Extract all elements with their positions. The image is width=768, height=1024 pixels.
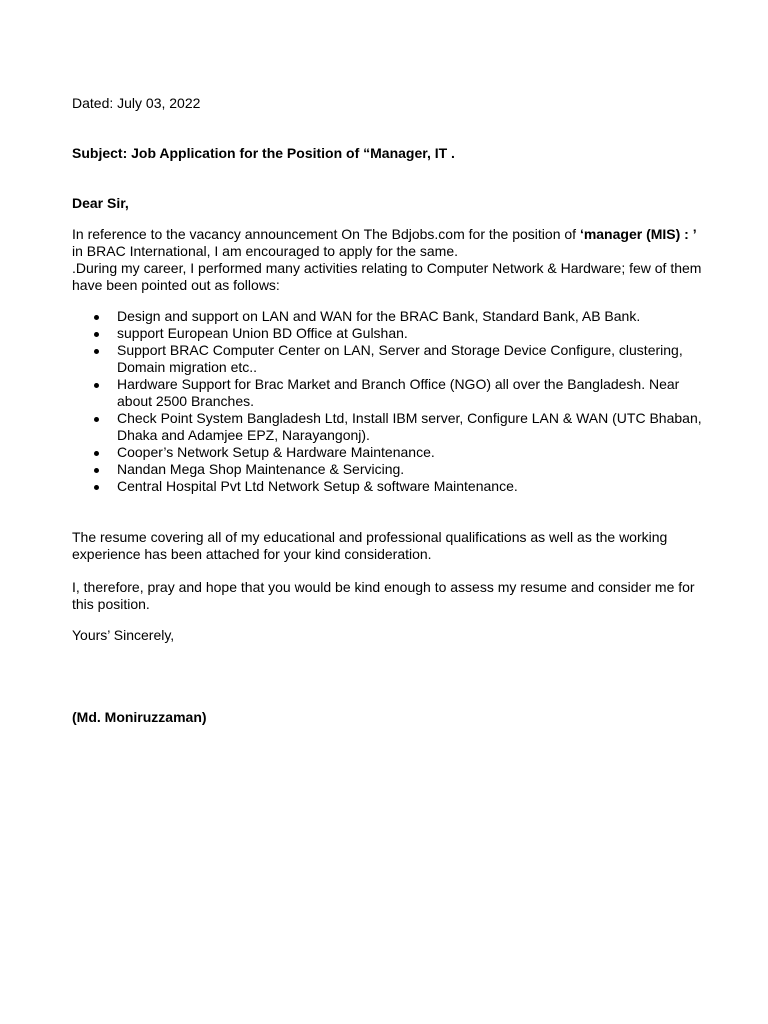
intro-line-1-text: In reference to the vacancy announcement On The Bdjobs.com for the position of (72, 226, 580, 242)
activity-text: Design and support on LAN and WAN for the BRAC Bank, Standard Bank, AB Bank. (117, 308, 641, 324)
activity-text: Domain migration etc.. (117, 359, 258, 375)
activity-text: Support BRAC Computer Center on LAN, Server and Storage Device Configure, clustering, (117, 342, 683, 358)
request-para-line-1: I, therefore, pray and hope that you would be kind enough to assess my resume and consider me for (72, 579, 695, 595)
activity-text: about 2500 Branches. (117, 393, 254, 409)
activity-text: Hardware Support for Brac Market and Branch Office (NGO) all over the Bangladesh. Near (117, 376, 680, 392)
bullet-icon (94, 332, 99, 337)
bullet-icon (94, 451, 99, 456)
resume-para-line-2: experience has been attached for your kind consideration. (72, 546, 432, 562)
signature-name: (Md. Moniruzzaman) (72, 709, 207, 725)
activity-text: Nandan Mega Shop Maintenance & Servicing. (117, 461, 405, 477)
activity-text: Central Hospital Pvt Ltd Network Setup & software Maintenance. (117, 478, 518, 494)
position-title: ‘manager (MIS) : ’ (579, 226, 697, 242)
bullet-icon (94, 468, 99, 473)
activity-item (72, 478, 702, 495)
intro-line-1 (72, 226, 702, 243)
activity-item (72, 325, 702, 342)
intro-line-4: have been pointed out as follows: (72, 277, 280, 293)
activity-item (72, 410, 702, 444)
closing: Yours’ Sincerely, (72, 627, 175, 643)
activity-item (72, 376, 702, 410)
activity-text: Cooper’s Network Setup & Hardware Maintenance. (117, 444, 435, 460)
bullet-icon (94, 383, 99, 388)
bullet-icon (94, 417, 99, 422)
salutation: Dear Sir, (72, 195, 129, 211)
activity-item (72, 342, 702, 376)
bullet-icon (94, 315, 99, 320)
activity-text: Dhaka and Adamjee EPZ, Narayangonj). (117, 427, 370, 443)
resume-para-line-1: The resume covering all of my educational and professional qualifications as well as the working (72, 529, 668, 545)
bullet-icon (94, 349, 99, 354)
date-line: Dated: July 03, 2022 (72, 95, 201, 111)
intro-line-2: in BRAC International, I am encouraged to apply for the same. (72, 243, 458, 259)
activity-item (72, 444, 702, 461)
request-para-line-2: this position. (72, 596, 150, 612)
activity-text: Check Point System Bangladesh Ltd, Install IBM server, Configure LAN & WAN (UTC Bhaban, (117, 410, 702, 426)
bullet-icon (94, 485, 99, 490)
activity-item (72, 461, 702, 478)
activity-item (72, 308, 702, 325)
subject-line: Subject: Job Application for the Position of “Manager, IT . (72, 145, 455, 161)
activity-list (72, 308, 702, 495)
intro-line-3: .During my career, I performed many activities relating to Computer Network & Hardware; few of them (72, 260, 702, 276)
activity-text: support European Union BD Office at Gulshan. (117, 325, 408, 341)
